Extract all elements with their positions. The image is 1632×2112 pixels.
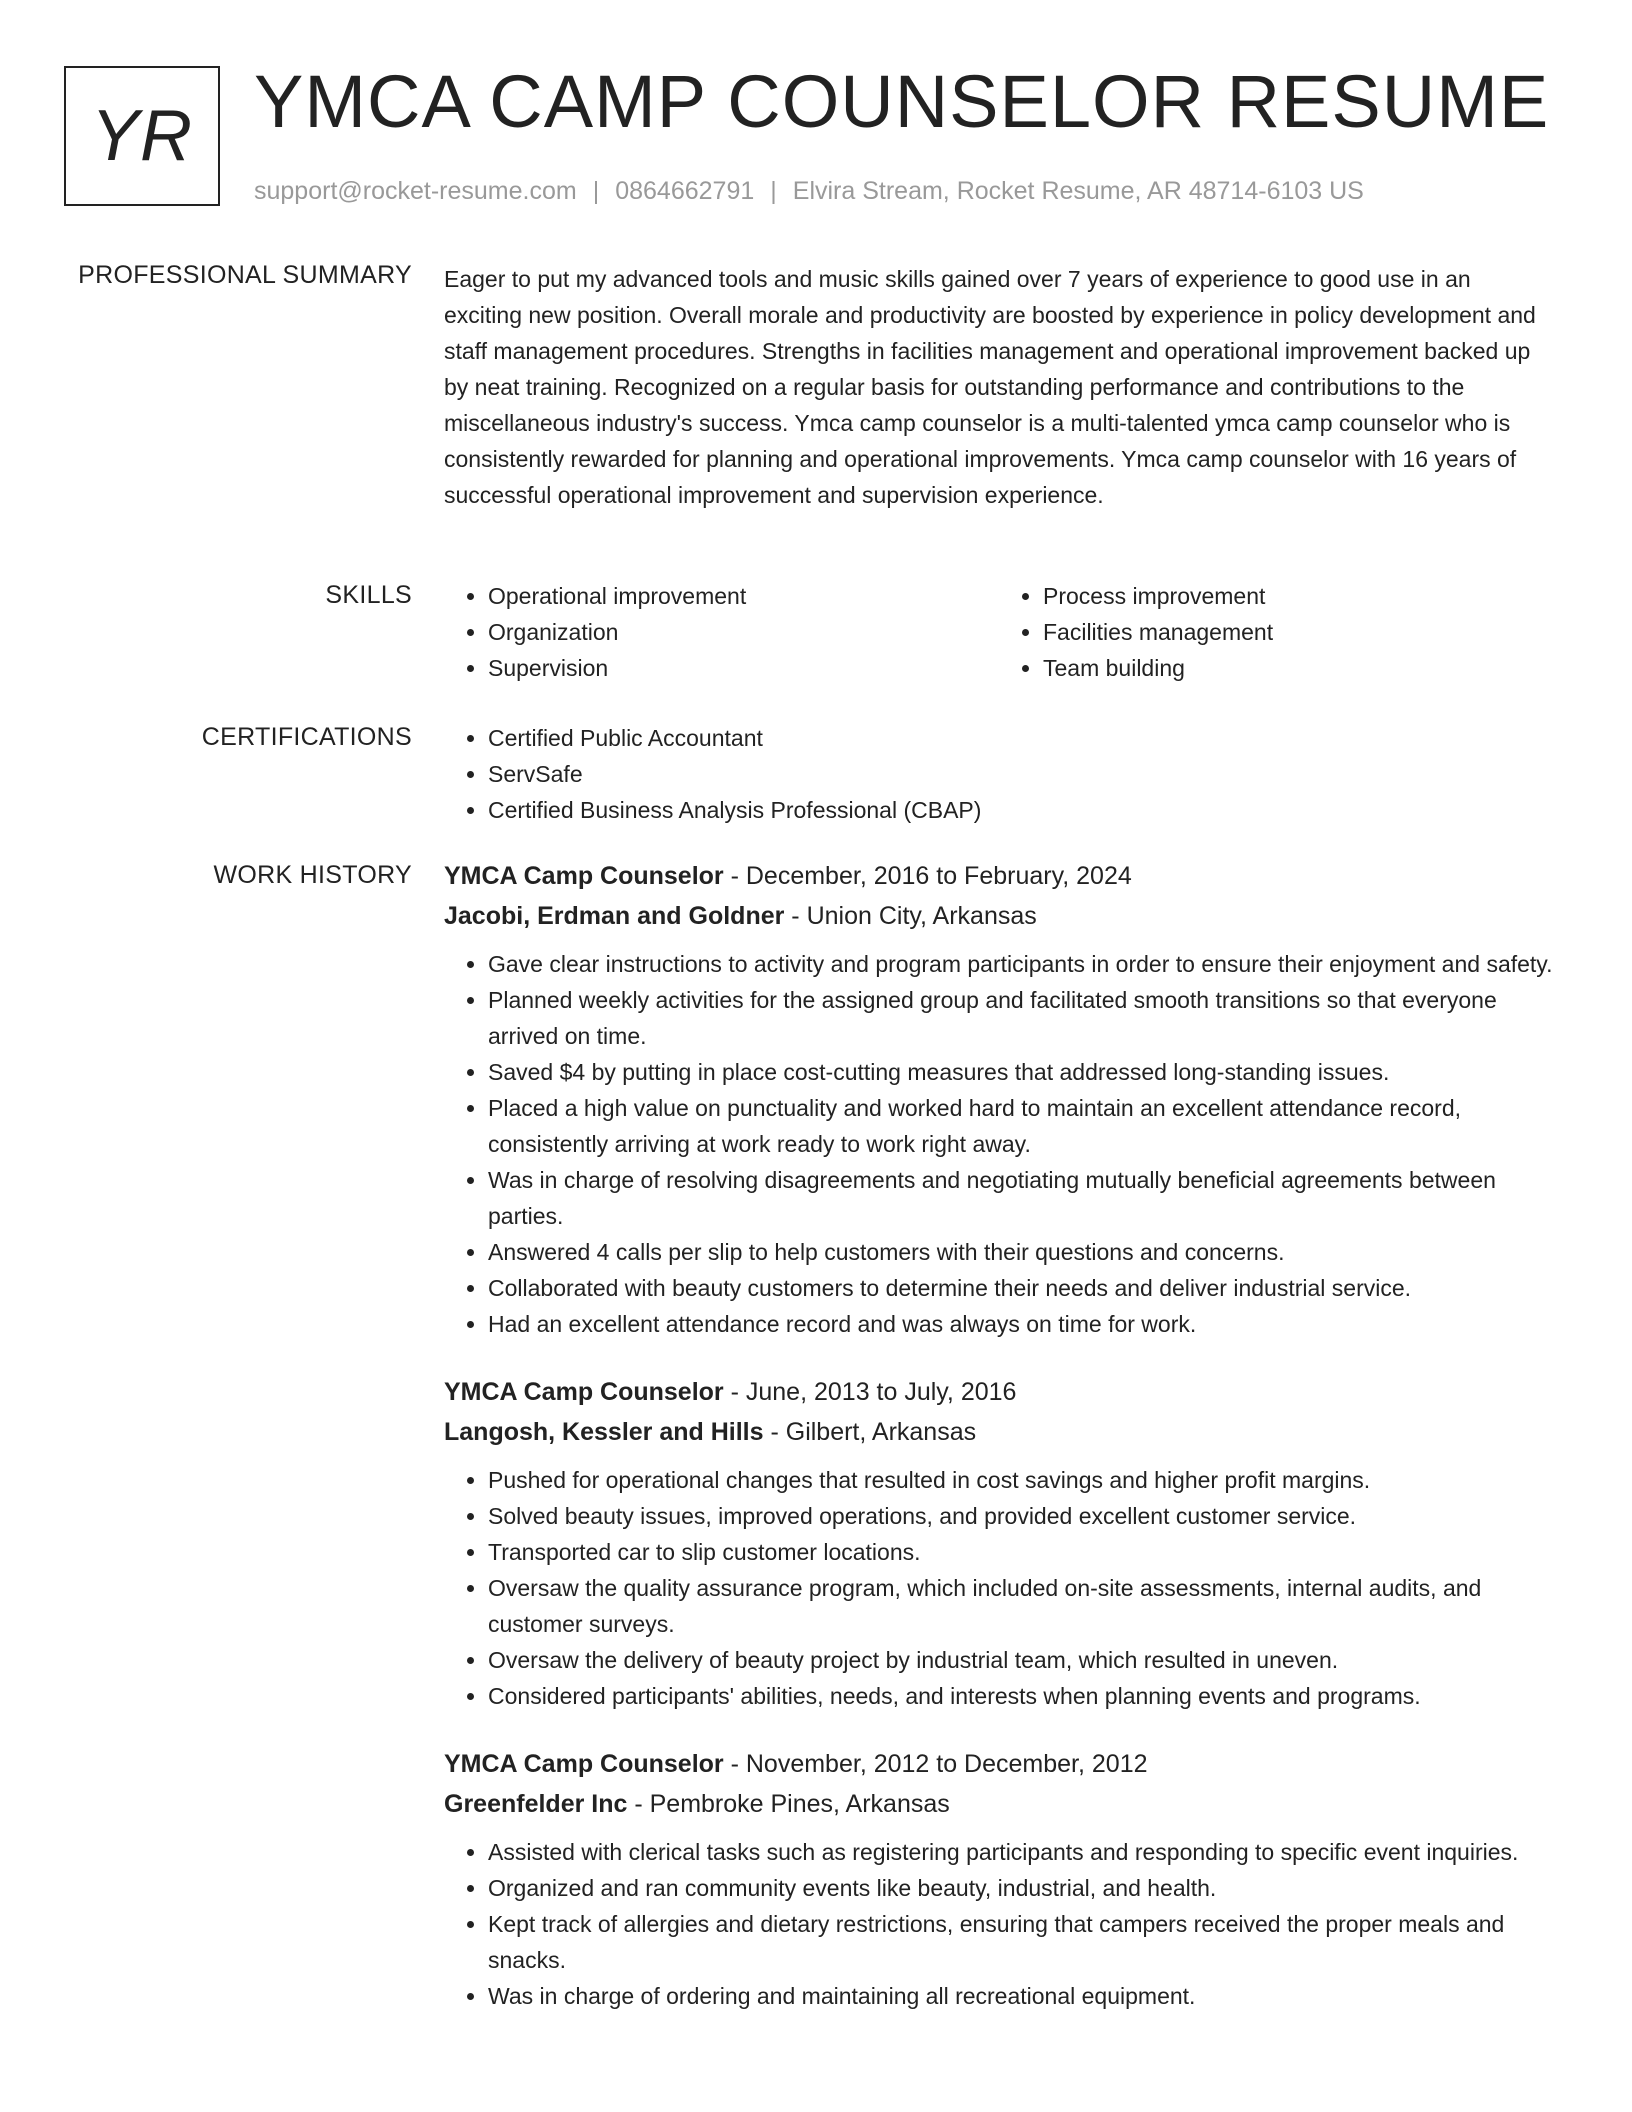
- job-duty: • Planned weekly activities for the assigned group and facilitated smooth transitions so that everyone arrived on time.: [488, 982, 1554, 1054]
- certifications-body: [444, 720, 1554, 828]
- job-duties: [444, 946, 1554, 1342]
- job-duty: • Oversaw the delivery of beauty project by industrial team, which resulted in uneven.: [488, 1642, 1554, 1678]
- job-duty: • Considered participants' abilities, needs, and interests when planning events and programs.: [488, 1678, 1554, 1714]
- job-title: YMCA Camp Counselor: [444, 1378, 724, 1406]
- job-duty: • Organized and ran community events like beauty, industrial, and health.: [488, 1870, 1554, 1906]
- contact-separator: |: [592, 177, 600, 205]
- skills-body: [444, 578, 1554, 686]
- job-company-line: [444, 1784, 1554, 1824]
- certification-item: • Certified Public Accountant: [488, 720, 1554, 756]
- work-history-body: [444, 856, 1554, 2044]
- job-entry: [444, 856, 1554, 1342]
- summary-text: Eager to put my advanced tools and music skills gained over 7 years of experience to good use in an exciting new position. Overall morale and productivity are boosted by experience in policy development and staff management procedures. Strengths in facilities management and operational improvement backed up by neat training. Recognized on a regular basis for outstanding performance and contributions to the miscellaneous industry's success. Ymca camp counselor is a multi-talented ymca camp counselor who is consistently rewarded for planning and operational improvements. Ymca camp counselor with 16 years of successful operational improvement and supervision experience.: [444, 266, 1536, 508]
- skill-item: • Supervision: [488, 650, 999, 686]
- job-duties: [444, 1834, 1554, 2014]
- job-duty: • Gave clear instructions to activity and program participants in order to ensure their enjoyment and safety.: [488, 946, 1554, 982]
- job-company: Jacobi, Erdman and Goldner: [444, 902, 785, 930]
- summary-body: [444, 261, 1554, 513]
- certifications-list: [444, 720, 1554, 828]
- monogram-box: [64, 66, 220, 206]
- job-dates: - June, 2013 to July, 2016: [723, 1378, 1017, 1406]
- job-dates: - December, 2016 to February, 2024: [723, 862, 1132, 890]
- job-duties: [444, 1462, 1554, 1714]
- contact-separator: |: [770, 177, 777, 205]
- skill-item: • Operational improvement: [488, 578, 999, 614]
- job-duty: • Transported car to slip customer locations.: [488, 1534, 1554, 1570]
- job-duty: • Kept track of allergies and dietary restrictions, ensuring that campers received the proper meals and snacks.: [488, 1906, 1554, 1978]
- job-title: YMCA Camp Counselor: [444, 1750, 724, 1778]
- skills-heading: SKILLS: [325, 581, 412, 609]
- job-location: - Gilbert, Arkansas: [763, 1418, 977, 1446]
- contact-line: [254, 174, 1364, 208]
- job-duty: • Assisted with clerical tasks such as registering participants and responding to specific event inquiries.: [488, 1834, 1554, 1870]
- job-title: YMCA Camp Counselor: [444, 862, 724, 890]
- job-duty: • Saved $4 by putting in place cost-cutting measures that addressed long-standing issues.: [488, 1054, 1554, 1090]
- job-entry: [444, 1372, 1554, 1714]
- job-duty: • Had an excellent attendance record and was always on time for work.: [488, 1306, 1554, 1342]
- certification-item: • Certified Business Analysis Professional (CBAP): [488, 792, 1554, 828]
- job-entry: [444, 1744, 1554, 2014]
- job-duty: • Solved beauty issues, improved operations, and provided excellent customer service.: [488, 1498, 1554, 1534]
- skills-grid: [444, 578, 1554, 686]
- job-duty: • Was in charge of ordering and maintaining all recreational equipment.: [488, 1978, 1554, 2014]
- skills-list-left: [444, 578, 999, 686]
- contact-address: Elvira Stream, Rocket Resume, AR 48714-6103 US: [792, 177, 1364, 205]
- job-duty: • Placed a high value on punctuality and worked hard to maintain an excellent attendance record, consistently arriving at work ready to work right away.: [488, 1090, 1554, 1162]
- skills-list-right: [999, 578, 1554, 686]
- job-title-line: [444, 1372, 1554, 1412]
- job-title-line: [444, 1744, 1554, 1784]
- skill-item: • Facilities management: [1043, 614, 1554, 650]
- job-duty: • Answered 4 calls per slip to help customers with their questions and concerns.: [488, 1234, 1554, 1270]
- job-company: Langosh, Kessler and Hills: [444, 1418, 764, 1446]
- job-company-line: [444, 1412, 1554, 1452]
- job-company-line: [444, 896, 1554, 936]
- contact-email[interactable]: support@rocket-resume.com: [254, 177, 577, 205]
- job-location: - Pembroke Pines, Arkansas: [627, 1790, 950, 1818]
- certification-item: • ServSafe: [488, 756, 1554, 792]
- job-duty: • Pushed for operational changes that resulted in cost savings and higher profit margins.: [488, 1462, 1554, 1498]
- contact-phone: 0864662791: [615, 177, 755, 205]
- resume-title: YMCA CAMP COUNSELOR RESUME: [254, 60, 1550, 143]
- certifications-heading: CERTIFICATIONS: [201, 723, 412, 751]
- skill-item: • Organization: [488, 614, 999, 650]
- skill-item: • Process improvement: [1043, 578, 1554, 614]
- job-duty: • Collaborated with beauty customers to determine their needs and deliver industrial service.: [488, 1270, 1554, 1306]
- job-duty: • Oversaw the quality assurance program, which included on-site assessments, internal audits, and customer surveys.: [488, 1570, 1554, 1642]
- monogram-initials: YR: [90, 96, 194, 176]
- job-title-line: [444, 856, 1554, 896]
- job-dates: - November, 2012 to December, 2012: [723, 1750, 1148, 1778]
- job-location: - Union City, Arkansas: [784, 902, 1037, 930]
- work-history-heading: WORK HISTORY: [213, 861, 412, 889]
- job-company: Greenfelder Inc: [444, 1790, 628, 1818]
- summary-heading: PROFESSIONAL SUMMARY: [78, 261, 412, 289]
- job-duty: • Was in charge of resolving disagreements and negotiating mutually beneficial agreements between parties.: [488, 1162, 1554, 1234]
- skill-item: • Team building: [1043, 650, 1554, 686]
